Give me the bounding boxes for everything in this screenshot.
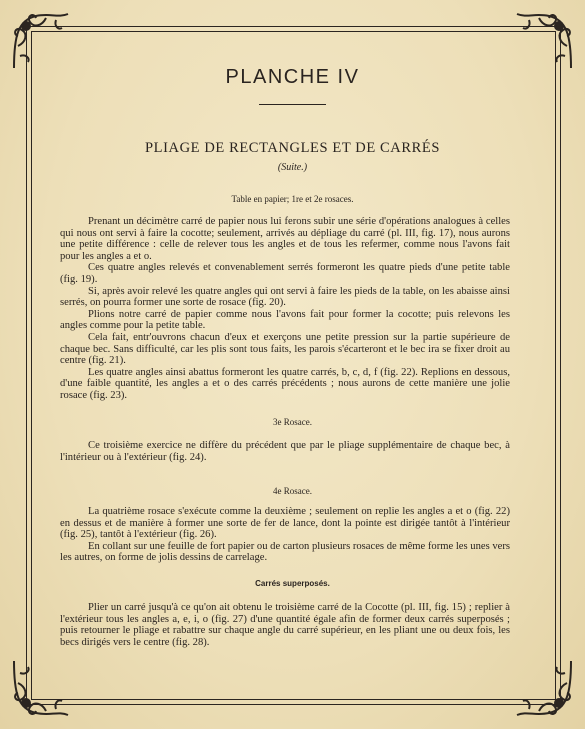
paragraph-block-4 bbox=[60, 602, 510, 648]
paragraph: Plier un carré jusqu'à ce qu'on ait obtenu le troisième carré de la Cocotte (pl. III, fig. 15) ; replier à l'extérieur tous les angles a, e, i, o (fig. 27) d'une quantité égale afin de former deux carrés superposés ; puis retourner le pliage et rabattre sur chaque angle du carré supérieur, en les pliant une ou deux fois, les becs dirigés vers le centre (fig. 28). bbox=[60, 602, 510, 648]
paragraph: Les quatre angles ainsi abattus formeront les quatre carrés, b, c, d, f (fig. 22). Replions en dessous, d'une faible quantité, les angles a et o des carrés précédents ; nous aurons de cette manière une jolie rosace (fig. 23). bbox=[60, 366, 510, 401]
section-title: PLIAGE DE RECTANGLES ET DE CARRÉS bbox=[144, 140, 441, 156]
heading-carres-superposes: Carrés superposés. bbox=[255, 579, 330, 588]
corner-ornament-bottom-right bbox=[509, 653, 579, 723]
title-rule bbox=[259, 104, 326, 105]
corner-ornament-bottom-left bbox=[6, 653, 76, 723]
paragraph: Ce troisième exercice ne diffère du précédent que par le pliage supplémentaire de chaque bec, à l'intérieur ou à l'extérieur (fig. 24). bbox=[60, 440, 510, 463]
paragraph-block-1 bbox=[60, 216, 510, 402]
paragraph: Plions notre carré de papier comme nous l'avons fait pour former la cocotte; puis relevons les angles comme pour la petite table. bbox=[60, 308, 510, 332]
paragraph: Prenant un décimètre carré de papier nous lui ferons subir une série d'opérations analogues à celles qui nous ont servi à faire la cocotte; seulement, arrivés au dépliage du carré (pl. III, fig. 17), nous aurons une petite différence : celle de relever tous les angles et de tous les refermer, comme nous l'avons fait pour les angles a et o. bbox=[60, 216, 510, 262]
scroll-ornament-icon bbox=[509, 653, 579, 723]
scroll-ornament-icon bbox=[6, 653, 76, 723]
heading-4e-rosace: 4e Rosace. bbox=[273, 486, 312, 496]
paragraph: Si, après avoir relevé les quatre angles qui ont servi à faire les pieds de la table, on les abaisse ainsi serrés, on pourra former une sorte de rosace (fig. 20). bbox=[60, 285, 510, 309]
paragraph-block-3 bbox=[60, 506, 510, 564]
paragraph: La quatrième rosace s'exécute comme la deuxième ; seulement on replie les angles a et o (fig. 22) en dessus et de manière à former une sorte de fer de lance, dont la pointe est dirigée tantôt à l'intérieur (fig. 25), tantôt à l'extérieur (fig. 26). bbox=[60, 506, 510, 541]
heading-3e-rosace: 3e Rosace. bbox=[273, 417, 312, 427]
paragraph: Ces quatre angles relevés et convenablement serrés formeront les quatre pieds d'une petite table (fig. 19). bbox=[60, 262, 510, 285]
paragraph: En collant sur une feuille de fort papier ou de carton plusieurs rosaces de même forme les unes vers les autres, on forme de jolis dessins de carrelage. bbox=[60, 540, 510, 564]
planche-title: PLANCHE IV bbox=[225, 66, 360, 88]
paragraph-block-2 bbox=[60, 440, 510, 463]
heading-table-papier: Table en papier; 1re et 2e rosaces. bbox=[231, 194, 354, 204]
paragraph: Cela fait, entr'ouvrons chacun d'eux et exerçons une petite pression sur la partie supérieure de chaque bec. Sans difficulté, car les plis sont tous faits, les parois s'écarteront et le bec ira se fixer droit au centre (fig. 21). bbox=[60, 331, 510, 367]
suite-note: (Suite.) bbox=[277, 162, 308, 173]
